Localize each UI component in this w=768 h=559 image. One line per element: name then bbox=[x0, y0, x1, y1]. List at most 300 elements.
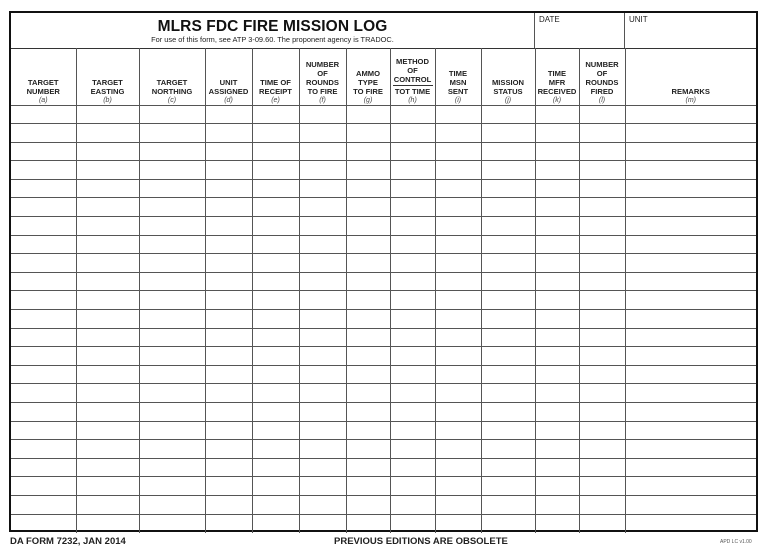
entry-cell[interactable] bbox=[579, 514, 625, 533]
entry-cell[interactable] bbox=[346, 421, 390, 440]
entry-cell[interactable] bbox=[205, 105, 252, 124]
entry-cell[interactable] bbox=[579, 198, 625, 217]
entry-cell[interactable] bbox=[579, 384, 625, 403]
entry-cell[interactable] bbox=[205, 365, 252, 384]
entry-cell[interactable] bbox=[435, 235, 481, 254]
entry-cell[interactable] bbox=[579, 495, 625, 514]
entry-cell[interactable] bbox=[535, 217, 579, 236]
entry-cell[interactable] bbox=[139, 217, 205, 236]
entry-cell[interactable] bbox=[579, 328, 625, 347]
entry-cell[interactable] bbox=[346, 477, 390, 496]
entry-cell[interactable] bbox=[11, 440, 76, 459]
entry-cell[interactable] bbox=[625, 328, 756, 347]
entry-cell[interactable] bbox=[346, 217, 390, 236]
entry-cell[interactable] bbox=[481, 254, 535, 273]
entry-cell[interactable] bbox=[205, 458, 252, 477]
entry-cell[interactable] bbox=[76, 105, 139, 124]
entry-cell[interactable] bbox=[139, 495, 205, 514]
entry-cell[interactable] bbox=[139, 142, 205, 161]
entry-cell[interactable] bbox=[205, 179, 252, 198]
entry-cell[interactable] bbox=[535, 254, 579, 273]
entry-cell[interactable] bbox=[435, 328, 481, 347]
entry-cell[interactable] bbox=[299, 272, 346, 291]
entry-cell[interactable] bbox=[625, 310, 756, 329]
entry-cell[interactable] bbox=[205, 384, 252, 403]
entry-cell[interactable] bbox=[625, 291, 756, 310]
entry-cell[interactable] bbox=[390, 254, 435, 273]
entry-cell[interactable] bbox=[11, 458, 76, 477]
entry-cell[interactable] bbox=[139, 384, 205, 403]
entry-cell[interactable] bbox=[625, 384, 756, 403]
entry-cell[interactable] bbox=[390, 514, 435, 533]
entry-cell[interactable] bbox=[299, 254, 346, 273]
entry-cell[interactable] bbox=[139, 440, 205, 459]
entry-cell[interactable] bbox=[299, 310, 346, 329]
entry-cell[interactable] bbox=[435, 179, 481, 198]
entry-cell[interactable] bbox=[11, 124, 76, 143]
entry-cell[interactable] bbox=[11, 179, 76, 198]
entry-cell[interactable] bbox=[299, 384, 346, 403]
entry-cell[interactable] bbox=[139, 347, 205, 366]
entry-cell[interactable] bbox=[76, 421, 139, 440]
entry-cell[interactable] bbox=[535, 347, 579, 366]
entry-cell[interactable] bbox=[435, 384, 481, 403]
entry-cell[interactable] bbox=[76, 161, 139, 180]
entry-cell[interactable] bbox=[481, 458, 535, 477]
entry-cell[interactable] bbox=[346, 142, 390, 161]
entry-cell[interactable] bbox=[11, 403, 76, 422]
entry-cell[interactable] bbox=[390, 477, 435, 496]
entry-cell[interactable] bbox=[625, 403, 756, 422]
entry-cell[interactable] bbox=[579, 421, 625, 440]
entry-cell[interactable] bbox=[535, 458, 579, 477]
entry-cell[interactable] bbox=[435, 458, 481, 477]
entry-cell[interactable] bbox=[76, 514, 139, 533]
entry-cell[interactable] bbox=[579, 105, 625, 124]
entry-cell[interactable] bbox=[481, 272, 535, 291]
entry-cell[interactable] bbox=[390, 198, 435, 217]
entry-cell[interactable] bbox=[481, 142, 535, 161]
entry-cell[interactable] bbox=[205, 272, 252, 291]
entry-cell[interactable] bbox=[535, 384, 579, 403]
entry-cell[interactable] bbox=[299, 403, 346, 422]
entry-cell[interactable] bbox=[346, 384, 390, 403]
entry-cell[interactable] bbox=[139, 328, 205, 347]
entry-cell[interactable] bbox=[11, 291, 76, 310]
entry-cell[interactable] bbox=[76, 365, 139, 384]
entry-cell[interactable] bbox=[299, 217, 346, 236]
entry-cell[interactable] bbox=[205, 514, 252, 533]
entry-cell[interactable] bbox=[299, 291, 346, 310]
entry-cell[interactable] bbox=[11, 272, 76, 291]
entry-cell[interactable] bbox=[205, 291, 252, 310]
entry-cell[interactable] bbox=[205, 421, 252, 440]
entry-cell[interactable] bbox=[390, 458, 435, 477]
entry-cell[interactable] bbox=[11, 310, 76, 329]
entry-cell[interactable] bbox=[625, 365, 756, 384]
entry-cell[interactable] bbox=[346, 495, 390, 514]
entry-cell[interactable] bbox=[11, 235, 76, 254]
entry-cell[interactable] bbox=[299, 365, 346, 384]
entry-cell[interactable] bbox=[205, 142, 252, 161]
entry-cell[interactable] bbox=[205, 347, 252, 366]
entry-cell[interactable] bbox=[299, 328, 346, 347]
entry-cell[interactable] bbox=[205, 124, 252, 143]
entry-cell[interactable] bbox=[205, 328, 252, 347]
entry-cell[interactable] bbox=[139, 403, 205, 422]
entry-cell[interactable] bbox=[535, 198, 579, 217]
entry-cell[interactable] bbox=[535, 272, 579, 291]
entry-cell[interactable] bbox=[346, 458, 390, 477]
entry-cell[interactable] bbox=[76, 179, 139, 198]
entry-cell[interactable] bbox=[390, 328, 435, 347]
entry-cell[interactable] bbox=[11, 105, 76, 124]
entry-cell[interactable] bbox=[299, 124, 346, 143]
entry-cell[interactable] bbox=[76, 235, 139, 254]
entry-cell[interactable] bbox=[390, 105, 435, 124]
entry-cell[interactable] bbox=[139, 310, 205, 329]
entry-cell[interactable] bbox=[435, 440, 481, 459]
entry-cell[interactable] bbox=[252, 272, 299, 291]
entry-cell[interactable] bbox=[76, 217, 139, 236]
entry-cell[interactable] bbox=[299, 198, 346, 217]
entry-cell[interactable] bbox=[579, 365, 625, 384]
entry-cell[interactable] bbox=[205, 403, 252, 422]
entry-cell[interactable] bbox=[625, 254, 756, 273]
entry-cell[interactable] bbox=[76, 458, 139, 477]
entry-cell[interactable] bbox=[579, 347, 625, 366]
entry-cell[interactable] bbox=[76, 310, 139, 329]
entry-cell[interactable] bbox=[346, 514, 390, 533]
entry-cell[interactable] bbox=[481, 291, 535, 310]
entry-cell[interactable] bbox=[390, 124, 435, 143]
entry-cell[interactable] bbox=[435, 254, 481, 273]
entry-cell[interactable] bbox=[346, 254, 390, 273]
entry-cell[interactable] bbox=[435, 291, 481, 310]
entry-cell[interactable] bbox=[346, 440, 390, 459]
date-field[interactable] bbox=[534, 13, 624, 48]
entry-cell[interactable] bbox=[346, 347, 390, 366]
entry-cell[interactable] bbox=[390, 365, 435, 384]
entry-cell[interactable] bbox=[299, 179, 346, 198]
entry-cell[interactable] bbox=[205, 310, 252, 329]
entry-cell[interactable] bbox=[76, 347, 139, 366]
entry-cell[interactable] bbox=[76, 495, 139, 514]
entry-cell[interactable] bbox=[481, 105, 535, 124]
entry-cell[interactable] bbox=[11, 217, 76, 236]
entry-cell[interactable] bbox=[481, 365, 535, 384]
entry-cell[interactable] bbox=[252, 142, 299, 161]
entry-cell[interactable] bbox=[76, 254, 139, 273]
entry-cell[interactable] bbox=[252, 254, 299, 273]
entry-cell[interactable] bbox=[435, 217, 481, 236]
entry-cell[interactable] bbox=[435, 105, 481, 124]
entry-cell[interactable] bbox=[535, 477, 579, 496]
entry-cell[interactable] bbox=[625, 105, 756, 124]
entry-cell[interactable] bbox=[76, 124, 139, 143]
entry-cell[interactable] bbox=[346, 235, 390, 254]
entry-cell[interactable] bbox=[76, 198, 139, 217]
entry-cell[interactable] bbox=[579, 310, 625, 329]
entry-cell[interactable] bbox=[299, 440, 346, 459]
entry-cell[interactable] bbox=[481, 328, 535, 347]
entry-cell[interactable] bbox=[76, 328, 139, 347]
entry-cell[interactable] bbox=[252, 477, 299, 496]
entry-cell[interactable] bbox=[625, 124, 756, 143]
entry-cell[interactable] bbox=[252, 495, 299, 514]
entry-cell[interactable] bbox=[625, 421, 756, 440]
entry-cell[interactable] bbox=[205, 440, 252, 459]
entry-cell[interactable] bbox=[435, 495, 481, 514]
entry-cell[interactable] bbox=[481, 217, 535, 236]
entry-cell[interactable] bbox=[390, 310, 435, 329]
entry-cell[interactable] bbox=[11, 161, 76, 180]
entry-cell[interactable] bbox=[481, 384, 535, 403]
entry-cell[interactable] bbox=[76, 403, 139, 422]
entry-cell[interactable] bbox=[11, 365, 76, 384]
entry-cell[interactable] bbox=[481, 440, 535, 459]
entry-cell[interactable] bbox=[299, 495, 346, 514]
entry-cell[interactable] bbox=[346, 403, 390, 422]
entry-cell[interactable] bbox=[435, 124, 481, 143]
entry-cell[interactable] bbox=[481, 198, 535, 217]
entry-cell[interactable] bbox=[346, 365, 390, 384]
entry-cell[interactable] bbox=[435, 198, 481, 217]
entry-cell[interactable] bbox=[625, 458, 756, 477]
entry-cell[interactable] bbox=[139, 291, 205, 310]
entry-cell[interactable] bbox=[435, 142, 481, 161]
entry-cell[interactable] bbox=[390, 179, 435, 198]
entry-cell[interactable] bbox=[435, 365, 481, 384]
entry-cell[interactable] bbox=[139, 124, 205, 143]
entry-cell[interactable] bbox=[11, 421, 76, 440]
entry-cell[interactable] bbox=[625, 495, 756, 514]
entry-cell[interactable] bbox=[481, 403, 535, 422]
entry-cell[interactable] bbox=[346, 161, 390, 180]
entry-cell[interactable] bbox=[299, 477, 346, 496]
entry-cell[interactable] bbox=[579, 291, 625, 310]
entry-cell[interactable] bbox=[252, 365, 299, 384]
entry-cell[interactable] bbox=[535, 495, 579, 514]
entry-cell[interactable] bbox=[11, 495, 76, 514]
entry-cell[interactable] bbox=[11, 347, 76, 366]
entry-cell[interactable] bbox=[535, 235, 579, 254]
entry-cell[interactable] bbox=[390, 161, 435, 180]
entry-cell[interactable] bbox=[205, 477, 252, 496]
entry-cell[interactable] bbox=[535, 310, 579, 329]
entry-cell[interactable] bbox=[346, 328, 390, 347]
unit-field[interactable] bbox=[624, 13, 756, 48]
entry-cell[interactable] bbox=[346, 198, 390, 217]
entry-cell[interactable] bbox=[579, 124, 625, 143]
entry-cell[interactable] bbox=[139, 421, 205, 440]
entry-cell[interactable] bbox=[139, 179, 205, 198]
entry-cell[interactable] bbox=[205, 495, 252, 514]
entry-cell[interactable] bbox=[299, 514, 346, 533]
entry-cell[interactable] bbox=[252, 124, 299, 143]
entry-cell[interactable] bbox=[76, 142, 139, 161]
entry-cell[interactable] bbox=[11, 384, 76, 403]
entry-cell[interactable] bbox=[625, 272, 756, 291]
entry-cell[interactable] bbox=[535, 291, 579, 310]
entry-cell[interactable] bbox=[625, 179, 756, 198]
entry-cell[interactable] bbox=[625, 347, 756, 366]
entry-cell[interactable] bbox=[579, 477, 625, 496]
entry-cell[interactable] bbox=[346, 105, 390, 124]
entry-cell[interactable] bbox=[535, 161, 579, 180]
entry-cell[interactable] bbox=[579, 179, 625, 198]
entry-cell[interactable] bbox=[139, 477, 205, 496]
entry-cell[interactable] bbox=[435, 477, 481, 496]
entry-cell[interactable] bbox=[139, 458, 205, 477]
entry-cell[interactable] bbox=[11, 514, 76, 533]
entry-cell[interactable] bbox=[139, 198, 205, 217]
entry-cell[interactable] bbox=[390, 272, 435, 291]
entry-cell[interactable] bbox=[535, 328, 579, 347]
entry-cell[interactable] bbox=[481, 310, 535, 329]
entry-cell[interactable] bbox=[299, 142, 346, 161]
entry-cell[interactable] bbox=[535, 440, 579, 459]
entry-cell[interactable] bbox=[481, 179, 535, 198]
entry-cell[interactable] bbox=[139, 514, 205, 533]
entry-cell[interactable] bbox=[625, 440, 756, 459]
entry-cell[interactable] bbox=[390, 217, 435, 236]
entry-cell[interactable] bbox=[252, 384, 299, 403]
entry-cell[interactable] bbox=[252, 310, 299, 329]
entry-cell[interactable] bbox=[252, 458, 299, 477]
entry-cell[interactable] bbox=[435, 347, 481, 366]
entry-cell[interactable] bbox=[76, 477, 139, 496]
entry-cell[interactable] bbox=[390, 495, 435, 514]
entry-cell[interactable] bbox=[390, 235, 435, 254]
entry-cell[interactable] bbox=[625, 142, 756, 161]
entry-cell[interactable] bbox=[252, 105, 299, 124]
entry-cell[interactable] bbox=[579, 217, 625, 236]
entry-cell[interactable] bbox=[252, 403, 299, 422]
entry-cell[interactable] bbox=[579, 161, 625, 180]
entry-cell[interactable] bbox=[11, 477, 76, 496]
entry-cell[interactable] bbox=[435, 403, 481, 422]
entry-cell[interactable] bbox=[252, 161, 299, 180]
entry-cell[interactable] bbox=[435, 514, 481, 533]
entry-cell[interactable] bbox=[435, 310, 481, 329]
entry-cell[interactable] bbox=[139, 365, 205, 384]
entry-cell[interactable] bbox=[579, 254, 625, 273]
entry-cell[interactable] bbox=[252, 217, 299, 236]
entry-cell[interactable] bbox=[535, 421, 579, 440]
entry-cell[interactable] bbox=[625, 235, 756, 254]
entry-cell[interactable] bbox=[481, 477, 535, 496]
entry-cell[interactable] bbox=[139, 105, 205, 124]
entry-cell[interactable] bbox=[481, 495, 535, 514]
entry-cell[interactable] bbox=[435, 161, 481, 180]
entry-cell[interactable] bbox=[390, 291, 435, 310]
entry-cell[interactable] bbox=[625, 477, 756, 496]
entry-cell[interactable] bbox=[76, 291, 139, 310]
entry-cell[interactable] bbox=[579, 403, 625, 422]
entry-cell[interactable] bbox=[535, 179, 579, 198]
entry-cell[interactable] bbox=[625, 217, 756, 236]
entry-cell[interactable] bbox=[579, 272, 625, 291]
entry-cell[interactable] bbox=[252, 328, 299, 347]
entry-cell[interactable] bbox=[205, 217, 252, 236]
entry-cell[interactable] bbox=[139, 272, 205, 291]
entry-cell[interactable] bbox=[299, 421, 346, 440]
entry-cell[interactable] bbox=[625, 161, 756, 180]
entry-cell[interactable] bbox=[205, 161, 252, 180]
entry-cell[interactable] bbox=[299, 105, 346, 124]
entry-cell[interactable] bbox=[76, 384, 139, 403]
entry-cell[interactable] bbox=[252, 179, 299, 198]
entry-cell[interactable] bbox=[435, 421, 481, 440]
entry-cell[interactable] bbox=[205, 198, 252, 217]
entry-cell[interactable] bbox=[252, 347, 299, 366]
entry-cell[interactable] bbox=[299, 161, 346, 180]
entry-cell[interactable] bbox=[535, 105, 579, 124]
entry-cell[interactable] bbox=[535, 365, 579, 384]
entry-cell[interactable] bbox=[11, 198, 76, 217]
entry-cell[interactable] bbox=[139, 161, 205, 180]
entry-cell[interactable] bbox=[299, 347, 346, 366]
entry-cell[interactable] bbox=[579, 235, 625, 254]
entry-cell[interactable] bbox=[346, 124, 390, 143]
entry-cell[interactable] bbox=[481, 235, 535, 254]
entry-cell[interactable] bbox=[346, 272, 390, 291]
entry-cell[interactable] bbox=[579, 142, 625, 161]
entry-cell[interactable] bbox=[252, 235, 299, 254]
entry-cell[interactable] bbox=[390, 142, 435, 161]
entry-cell[interactable] bbox=[535, 403, 579, 422]
entry-cell[interactable] bbox=[299, 235, 346, 254]
entry-cell[interactable] bbox=[205, 254, 252, 273]
entry-cell[interactable] bbox=[76, 272, 139, 291]
entry-cell[interactable] bbox=[252, 440, 299, 459]
entry-cell[interactable] bbox=[139, 235, 205, 254]
entry-cell[interactable] bbox=[346, 291, 390, 310]
entry-cell[interactable] bbox=[252, 291, 299, 310]
entry-cell[interactable] bbox=[535, 514, 579, 533]
entry-cell[interactable] bbox=[435, 272, 481, 291]
entry-cell[interactable] bbox=[11, 328, 76, 347]
entry-cell[interactable] bbox=[390, 440, 435, 459]
entry-cell[interactable] bbox=[252, 514, 299, 533]
entry-cell[interactable] bbox=[390, 347, 435, 366]
entry-cell[interactable] bbox=[579, 458, 625, 477]
entry-cell[interactable] bbox=[139, 254, 205, 273]
entry-cell[interactable] bbox=[11, 254, 76, 273]
entry-cell[interactable] bbox=[346, 310, 390, 329]
entry-cell[interactable] bbox=[481, 514, 535, 533]
entry-cell[interactable] bbox=[481, 421, 535, 440]
entry-cell[interactable] bbox=[625, 514, 756, 533]
entry-cell[interactable] bbox=[481, 161, 535, 180]
entry-cell[interactable] bbox=[252, 198, 299, 217]
entry-cell[interactable] bbox=[535, 124, 579, 143]
entry-cell[interactable] bbox=[625, 198, 756, 217]
entry-cell[interactable] bbox=[390, 384, 435, 403]
entry-cell[interactable] bbox=[76, 440, 139, 459]
entry-cell[interactable] bbox=[481, 347, 535, 366]
entry-cell[interactable] bbox=[390, 421, 435, 440]
entry-cell[interactable] bbox=[205, 235, 252, 254]
entry-cell[interactable] bbox=[390, 403, 435, 422]
entry-cell[interactable] bbox=[579, 440, 625, 459]
entry-cell[interactable] bbox=[346, 179, 390, 198]
entry-cell[interactable] bbox=[535, 142, 579, 161]
entry-cell[interactable] bbox=[299, 458, 346, 477]
entry-cell[interactable] bbox=[11, 142, 76, 161]
entry-cell[interactable] bbox=[252, 421, 299, 440]
